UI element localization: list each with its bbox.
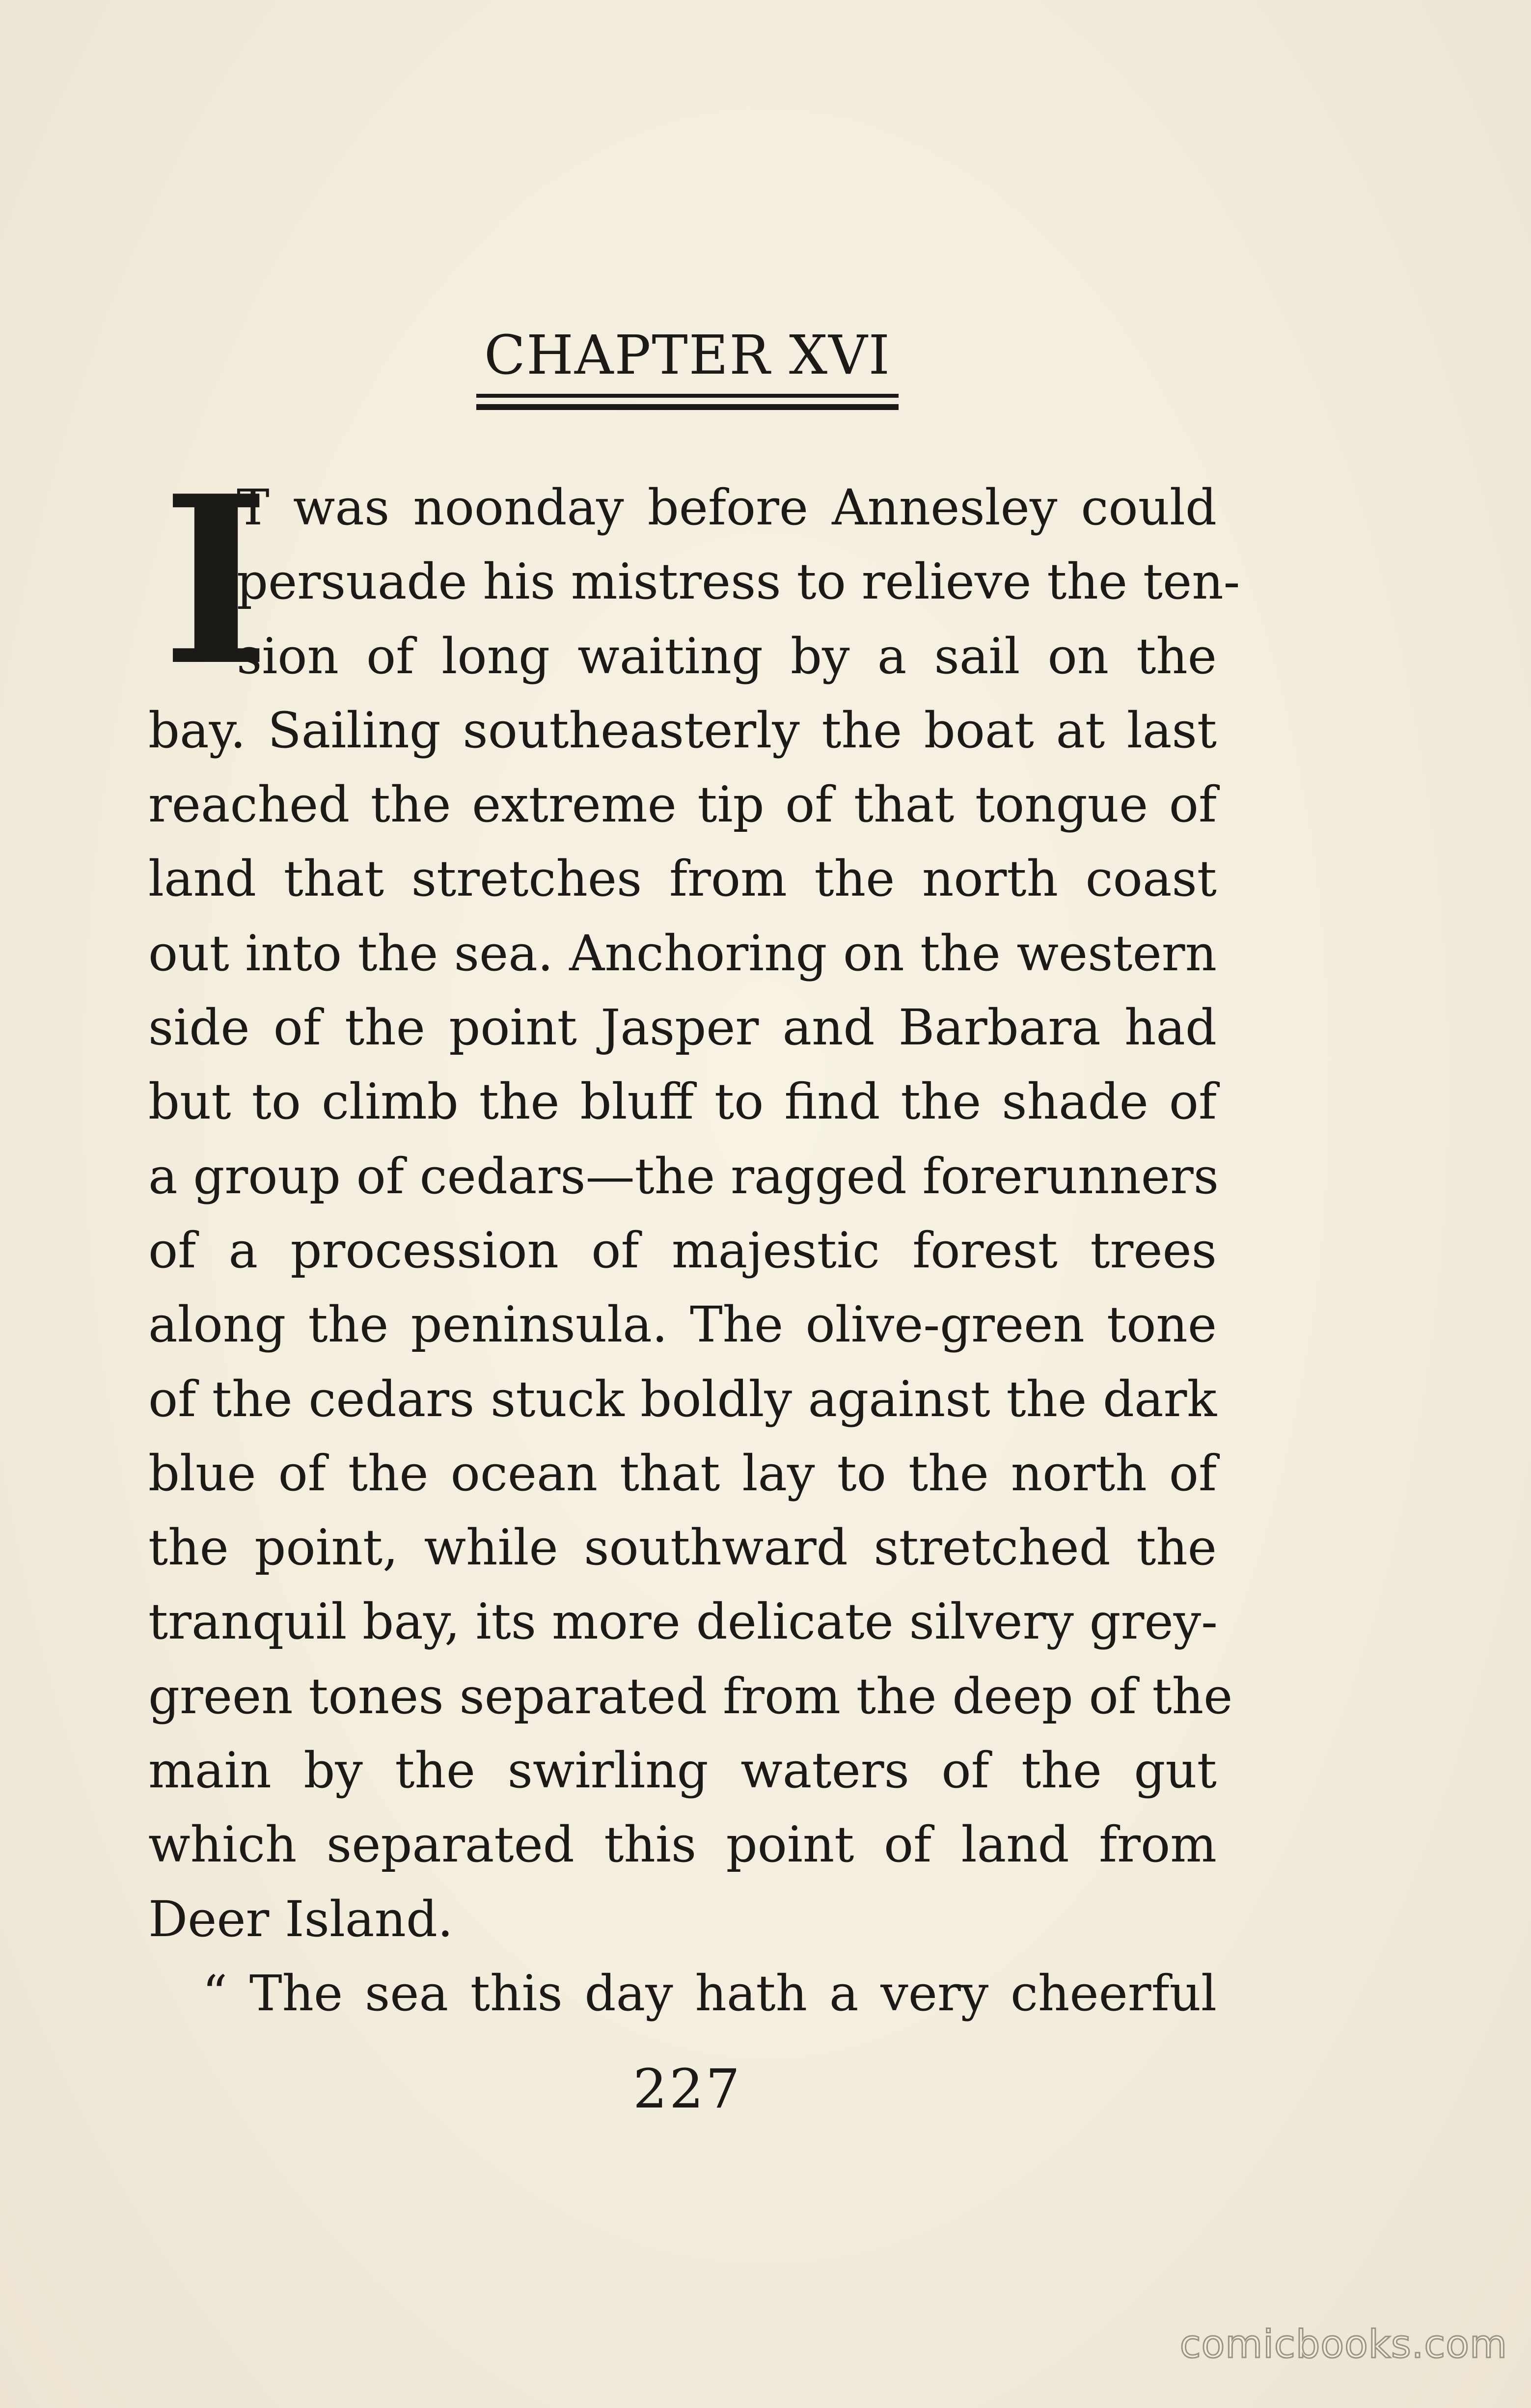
body-text: [148, 470, 1240, 2030]
text-line: blue of the ocean that lay to the north of: [148, 1444, 1217, 1502]
text-line-quote: “ The sea this day hath a very cheerful: [202, 1964, 1217, 2022]
text-line: land that stretches from the north coast: [148, 850, 1217, 908]
text-line: along the peninsula. The olive-green tone: [148, 1296, 1217, 1354]
text-line: reached the extreme tip of that tongue of: [148, 776, 1217, 834]
watermark: comicbooks.com: [1179, 2323, 1507, 2367]
title-rule-thin: [476, 394, 899, 398]
text-line: main by the swirling waters of the gut: [148, 1742, 1217, 1800]
text-line: bay. Sailing southeasterly the boat at last: [148, 701, 1217, 759]
text-line: of the cedars stuck boldly against the dark: [148, 1370, 1217, 1428]
text-line: sion of long waiting by a sail on the: [237, 627, 1217, 685]
text-line: but to climb the bluff to find the shade of: [148, 1073, 1217, 1131]
text-line: the point, while southward stretched the: [148, 1519, 1217, 1577]
title-rule-thick: [476, 404, 899, 410]
text-line: persuade his mistress to relieve the ten-: [237, 553, 1240, 611]
text-line: side of the point Jasper and Barbara had: [148, 999, 1217, 1057]
text-line: tranquil bay, its more delicate silvery grey-: [148, 1593, 1218, 1651]
text-line: a group of cedars—the ragged forerunners: [148, 1147, 1219, 1205]
text-line: T was noonday before Annesley could: [237, 479, 1217, 536]
text-line: of a procession of majestic forest trees: [148, 1221, 1217, 1279]
text-line-paragraph-end: Deer Island.: [148, 1890, 453, 1948]
drop-cap: I: [162, 445, 270, 716]
chapter-title: CHAPTER XVI: [484, 324, 891, 386]
text-line: which separated this point of land from: [148, 1816, 1217, 1874]
page-number: 227: [633, 2057, 742, 2120]
text-line: out into the sea. Anchoring on the western: [148, 924, 1217, 982]
text-line: green tones separated from the deep of the: [148, 1667, 1233, 1725]
